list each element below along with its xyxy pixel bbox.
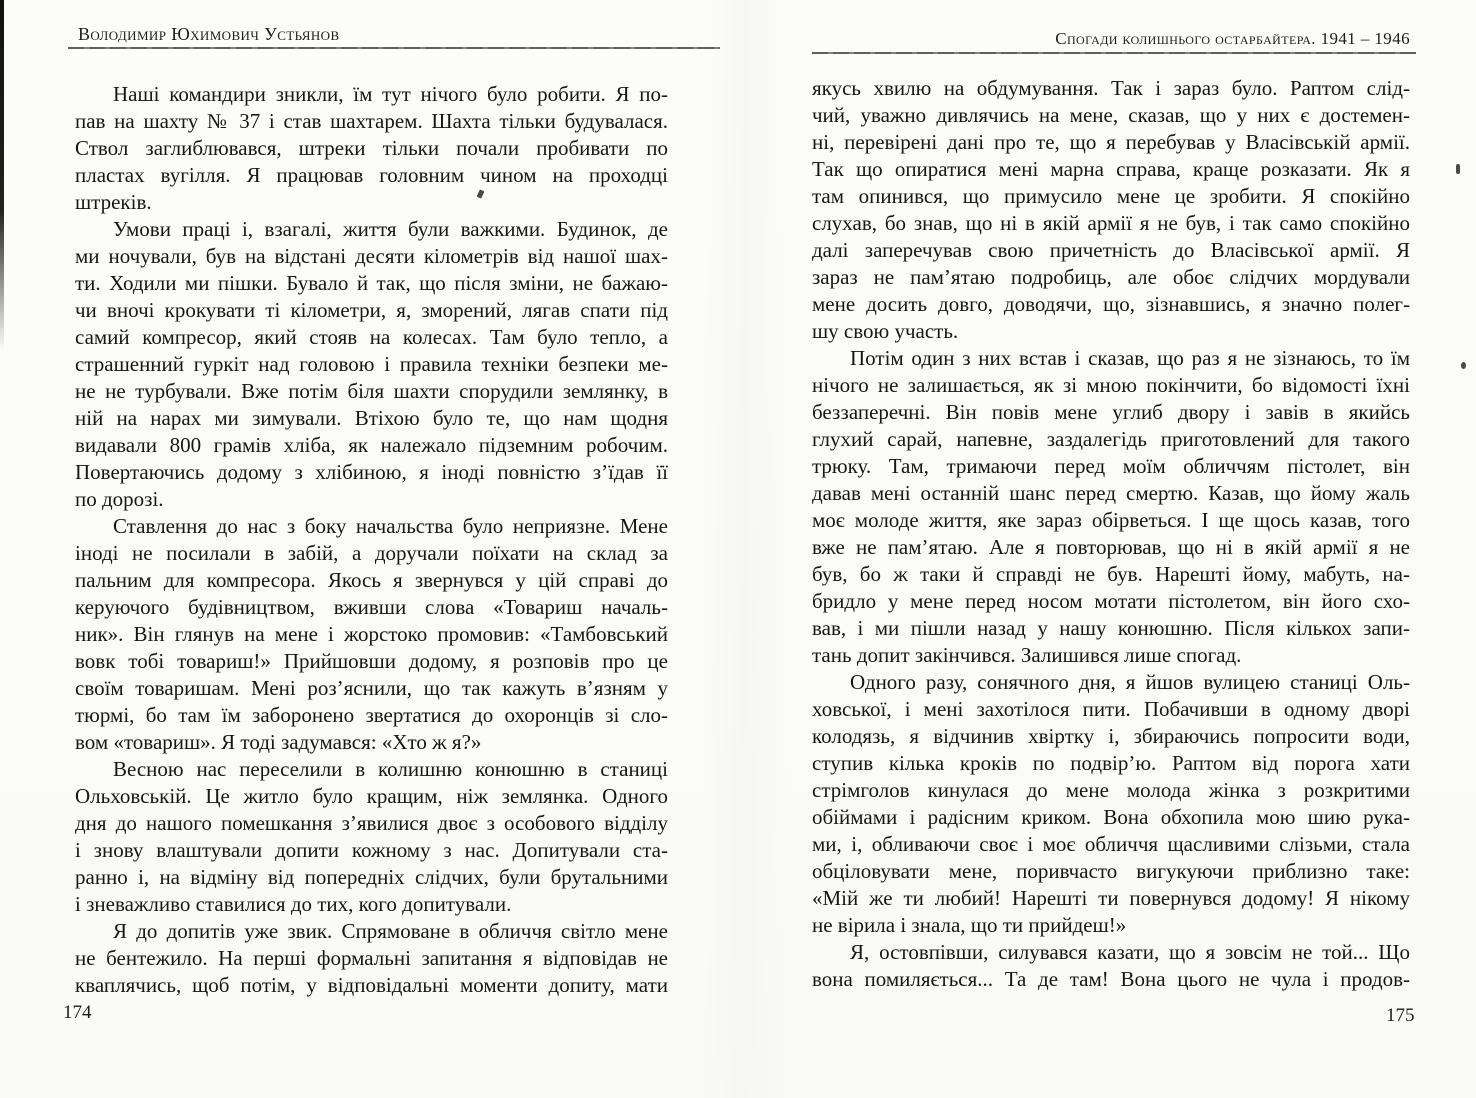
paragraph [75, 918, 668, 999]
text-line: мене досить довго, доводячи, що, зізнавшись, я значно полег- [812, 292, 1410, 316]
page-number-left: 174 [63, 1002, 92, 1023]
scan-artifact [1461, 362, 1466, 369]
text-line: ступив кілька кроків по подвір’ю. Раптом від порога хати [812, 751, 1410, 775]
text-line: Я, остовпівши, силувався казати, що я зовсім не той... Що [850, 940, 1410, 964]
text-line: ховської, і мені захотілося пити. Побачивши в одному дворі [812, 697, 1410, 721]
text-line: слухав, бо знав, що ні в якій армії я не був, і так само спокійно [812, 211, 1410, 235]
text-line: пластах вугілля. Я працював головним чином на проходці [75, 163, 668, 187]
text-line: не не турбували. Вже потім біля шахти спорудили землянку, в [75, 379, 668, 403]
text-line: бридло у мене перед носом мотати пістолетом, він його схо- [812, 589, 1410, 613]
text-line: глухий сарай, напевне, заздалегідь приготовлений для такого [812, 427, 1410, 451]
scan-edge-artifact [0, 0, 4, 350]
text-line: якусь хвилю на обдумування. Так і зараз було. Раптом слід- [812, 76, 1410, 100]
text-line: обіймами і радісним криком. Вона обхопила мою шию рука- [812, 805, 1410, 829]
text-line: трюку. Там, тримаючи перед моїм обличчям пістолет, він [812, 454, 1410, 478]
text-line: Ствол заглиблювався, штреки тільки почали пробивати по [75, 136, 668, 160]
text-line: далі заперечував свою причетність до Власівської армії. Я [812, 238, 1410, 262]
text-line: тюрмі, бо там їм заборонено звертатися до охоронців зі сло- [75, 703, 668, 727]
text-line: був, бо ж таки й справді не був. Нарешті йому, мабуть, на- [812, 562, 1410, 586]
text-line: беззаперечні. Він повів мене углиб двору і завів в якийсь [812, 400, 1410, 424]
paragraph [75, 216, 668, 513]
text-line: колодязь, я відчинив хвіртку і, збираючись попросити води, [812, 724, 1410, 748]
text-line: керуючого будівництвом, вживши слова «Товариш началь- [75, 595, 668, 619]
text-line: шу свою участь. [812, 319, 959, 343]
text-line: ми, і, обливаючи своє і моє обличчя щасливими слізьми, стала [812, 832, 1410, 856]
text-line: не вірила і знала, що ти прийдеш!» [812, 913, 1127, 937]
text-line: кваплячись, щоб потім, у відповідальні моменти допиту, мати [75, 973, 668, 997]
text-line: чи вночі крокувати ті кілометри, я, зморений, лягав спати під [75, 298, 668, 322]
text-line: давав мені останній шанс перед смертю. Казав, що йому жаль [812, 481, 1410, 505]
text-line: Я до допитів уже звик. Спрямоване в обличчя світло мене [113, 919, 668, 943]
text-line: дня до нашого помешкання з’явилися двоє з особового відділу [75, 811, 668, 835]
text-line: не бентежило. На перші формальні запитання я відповідав не [75, 946, 668, 970]
text-line: по дорозі. [75, 487, 164, 511]
text-line: «Мій же ти любий! Нарешті ти повернувся додому! Я нікому [812, 886, 1410, 910]
text-line: Наші командири зникли, їм тут нічого було робити. Я по- [113, 82, 668, 106]
text-line: вже не пам’ятаю. Але я повторював, що ні в якій армії я не [812, 535, 1410, 559]
text-line: там опинився, що примусило мене це зробити. Я спокійно [812, 184, 1410, 208]
text-line: і зневажливо ставилися до тих, кого допитували. [75, 892, 512, 916]
text-line: чий, уважно дивлячись на мене, сказав, що у них є достемен- [812, 103, 1410, 127]
paragraph [812, 345, 1410, 669]
text-line: самий компресор, який стояв на колесах. Там було тепло, а [75, 325, 668, 349]
text-line: ні, перевірені дані про те, що я перебував у Власівській армії. [812, 130, 1410, 154]
text-line: ранно і, на відміну від попередніх слідчих, були брутальними [75, 865, 668, 889]
page-gutter-shadow [700, 0, 790, 1098]
text-line: зараз не пам’ятаю подробиць, але обоє слідчих мордували [812, 265, 1410, 289]
left-page-text-column [75, 81, 668, 999]
text-line: Умови праці і, взагалі, життя були важкими. Будинок, де [113, 217, 668, 241]
text-line: Повертаючись додому з хлібиною, я іноді повністю з’їдав її [75, 460, 668, 484]
text-line: Одного разу, сонячного дня, я йшов вулицею станиці Оль- [850, 670, 1410, 694]
text-line: ник». Він глянув на мене і жорстоко промовив: «Тамбовський [75, 622, 668, 646]
text-line: ми ночували, був на відстані десяти кілометрів від нашої шах- [75, 244, 668, 268]
text-line: обціловувати мене, поривчасто вигукуючи приблизно таке: [812, 859, 1410, 883]
paragraph [812, 669, 1410, 939]
paragraph [75, 81, 668, 216]
text-line: своїм товаришам. Мені роз’яснили, що так кажуть в’язням у [75, 676, 668, 700]
text-line: Ольховській. Це житло було кращим, ніж землянка. Одного [75, 784, 668, 808]
text-line: стрімголов кинулася до мене молода жінка з розкритими [812, 778, 1410, 802]
text-line: Ставлення до нас з боку начальства було неприязне. Мене [113, 514, 668, 538]
text-line: пав на шахту № 37 і став шахтарем. Шахта тільки будувалася. [75, 109, 668, 133]
text-line: вона помиляється... Та де там! Вона цього не чула і продов- [812, 967, 1410, 991]
right-page-text-column [812, 75, 1410, 993]
header-rule-right [812, 52, 1416, 54]
paragraph [75, 513, 668, 756]
text-line: моє молоде життя, яке зараз обірветься. І ще щось казав, того [812, 508, 1410, 532]
text-line: Весною нас переселили в колишню конюшню в станиці [113, 757, 668, 781]
text-line: страшенний гуркіт над головою і правила техніки безпеки ме- [75, 352, 668, 376]
text-line: і знову влаштували допити кожному з нас. Допитували ста- [75, 838, 668, 862]
paragraph [812, 75, 1410, 345]
text-line: вом «товариш». Я тоді задумався: «Хто ж я?» [75, 730, 482, 754]
text-line: тань допит закінчився. Залишився лише спогад. [812, 643, 1242, 667]
text-line: вав, і ми пішли назад у нашу конюшню. Після кількох запи- [812, 616, 1410, 640]
text-line: Потім один з них встав і сказав, що раз я не зізнаюсь, то їм [850, 346, 1410, 370]
page-number-right: 175 [1386, 1005, 1415, 1026]
header-rule-left [68, 47, 720, 49]
text-line: вовк тобі товариш!» Прийшовши додому, я розповів про це [75, 649, 668, 673]
running-header-author: Володимир Юхимович Устьянов [78, 24, 340, 44]
text-line: видавали 800 грамів хліба, як належало підземним робочим. [75, 433, 668, 457]
scan-artifact [1456, 164, 1460, 174]
paragraph [75, 756, 668, 918]
text-line: нічого не залишається, як зі мною покінчити, бо відомості їхні [812, 373, 1410, 397]
text-line: штреків. [75, 190, 152, 214]
text-line: пальним для компресора. Якось я звернувся у цій справі до [75, 568, 668, 592]
text-line: Так що опиратися мені марна справа, краще розказати. Як я [812, 157, 1410, 181]
text-line: ній на нарах ми зимували. Втіхою було те, що нам щодня [75, 406, 668, 430]
running-header-title: Спогади колишнього остарбайтера. 1941 – 1946 [1055, 29, 1410, 48]
text-line: іноді не посилали в забій, а доручали поїхати на склад за [75, 541, 668, 565]
text-line: ти. Ходили ми пішки. Бувало й так, що після зміни, не бажаю- [75, 271, 668, 295]
paragraph [812, 939, 1410, 993]
